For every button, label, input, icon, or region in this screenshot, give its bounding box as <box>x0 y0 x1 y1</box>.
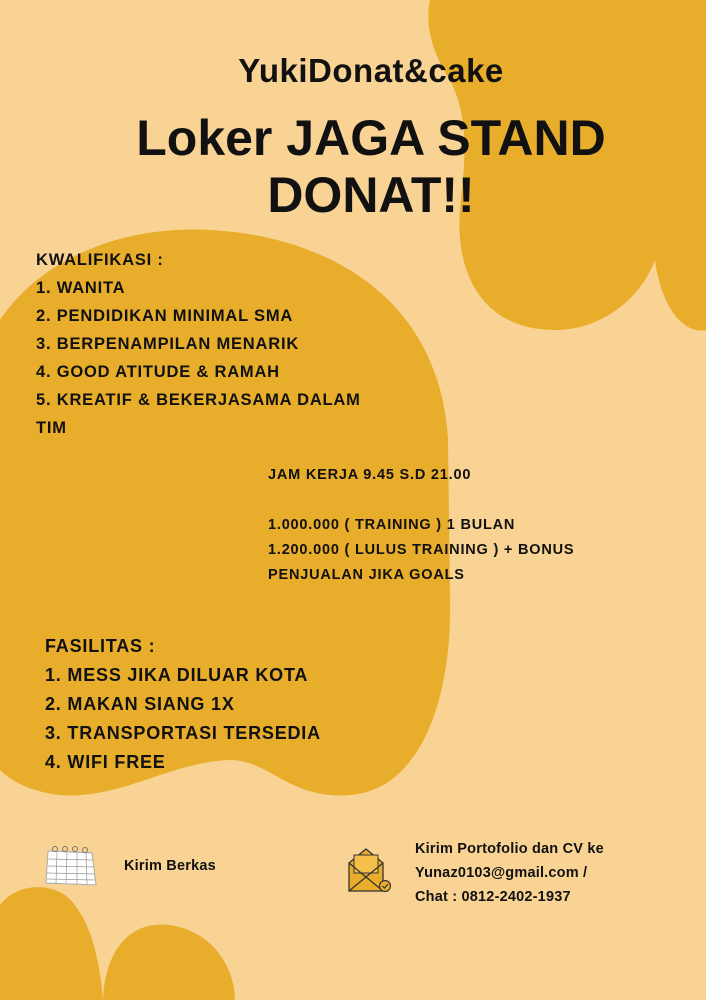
page-title <box>0 110 706 224</box>
facilities-section <box>45 632 321 777</box>
contact-line: Kirim Portofolio dan CV ke <box>415 841 604 857</box>
contact-phone: Chat : 0812-2402-1937 <box>415 889 571 905</box>
qualification-item: 1. WANITA <box>36 279 126 297</box>
contact-info <box>415 837 604 909</box>
qualification-item: 3. BERPENAMPILAN MENARIK <box>36 335 300 353</box>
salary-line: PENJUALAN JIKA GOALS <box>268 567 465 583</box>
facility-item: 2. MAKAN SIANG 1X <box>45 694 235 714</box>
facility-item: 4. WIFI FREE <box>45 752 166 772</box>
qualifications-section <box>36 246 361 442</box>
qualification-item: 2. PENDIDIKAN MINIMAL SMA <box>36 307 294 325</box>
qualification-item: 4. GOOD ATITUDE & RAMAH <box>36 363 280 381</box>
salary-line: 1.200.000 ( LULUS TRAINING ) + BONUS <box>268 542 575 558</box>
title-line-1: Loker JAGA STAND <box>136 110 606 166</box>
calendar-icon <box>44 845 100 891</box>
qualifications-heading: KWALIFIKASI : <box>36 251 164 269</box>
qualification-item: 5. KREATIF & BEKERJASAMA DALAM <box>36 391 361 409</box>
qualification-item: TIM <box>36 419 67 437</box>
envelope-check-icon <box>346 845 392 895</box>
send-files-label: Kirim Berkas <box>124 858 216 874</box>
facility-item: 1. MESS JIKA DILUAR KOTA <box>45 665 309 685</box>
facilities-heading: FASILITAS : <box>45 636 156 656</box>
contact-email[interactable]: Yunaz0103@gmail.com / <box>415 865 588 881</box>
brand-name: YukiDonat&cake <box>238 52 504 89</box>
facility-item: 3. TRANSPORTASI TERSEDIA <box>45 723 321 743</box>
work-info-section <box>268 463 574 588</box>
work-hours: JAM KERJA 9.45 S.D 21.00 <box>268 467 472 483</box>
salary-line: 1.000.000 ( TRAINING ) 1 BULAN <box>268 517 516 533</box>
blob-bottom-left <box>0 887 235 1000</box>
title-line-2: DONAT!! <box>267 167 475 223</box>
